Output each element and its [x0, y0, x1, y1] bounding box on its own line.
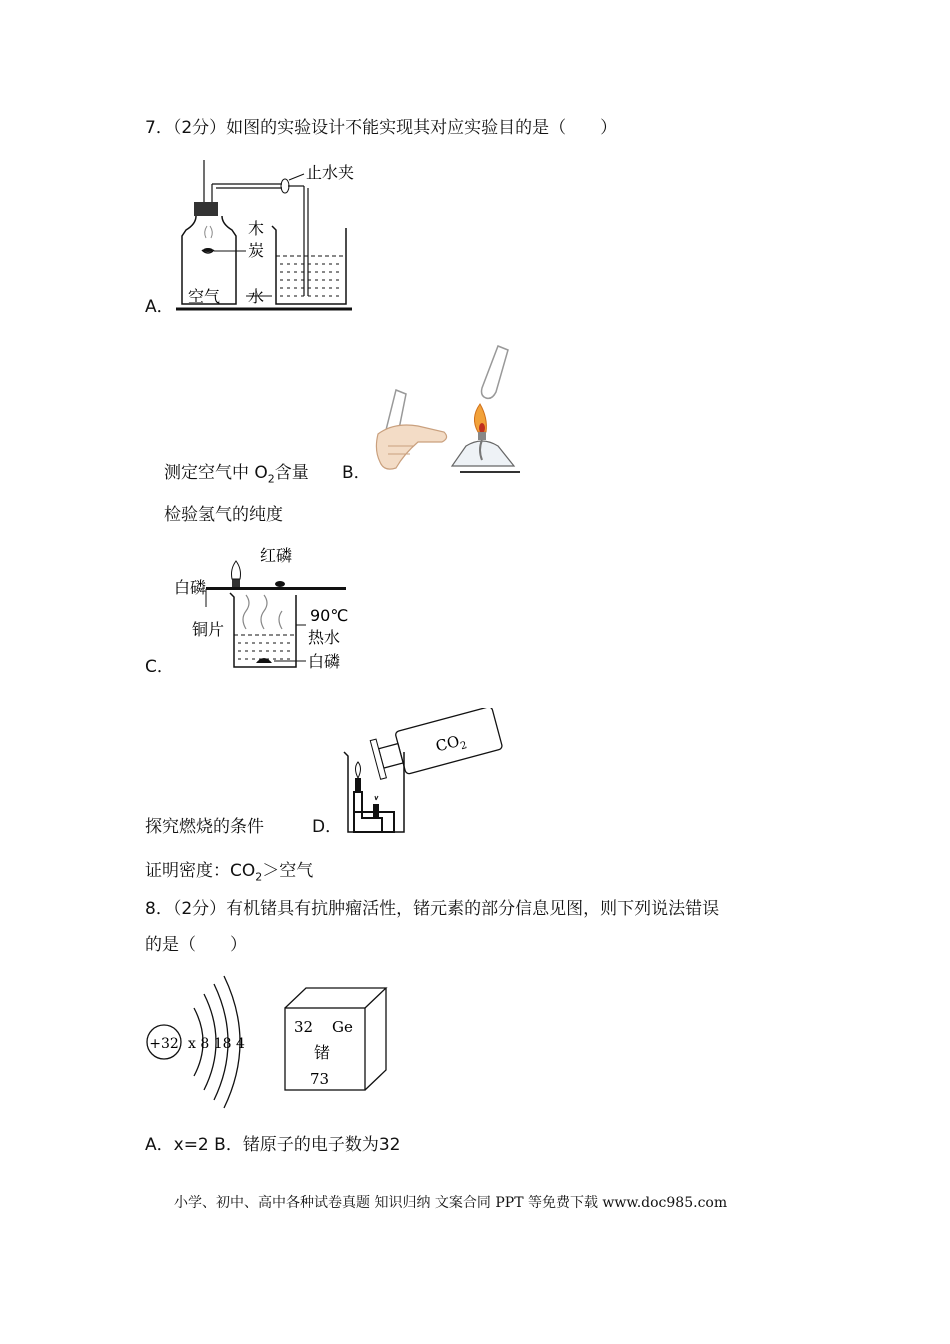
element-name: 锗	[314, 1043, 331, 1062]
element-atomic-mass: 73	[310, 1070, 330, 1088]
option-a-caption: 测定空气中 $O_2$含量	[164, 463, 309, 486]
label-temperature: 90℃	[310, 606, 349, 625]
question-8-options: A．x=2 B．锗原子的电子数为32	[145, 1135, 401, 1155]
label-charcoal-2: 炭	[248, 241, 265, 260]
question-8-stem-line-2: 的是（ ）	[145, 935, 247, 955]
option-d-caption: 证明密度：$CO_2>$空气	[145, 861, 314, 884]
label-water: 水	[248, 287, 265, 306]
label-copper-plate: 铜片	[192, 620, 225, 639]
option-a-letter: A．	[145, 297, 174, 317]
label-red-phosphorus: 红磷	[260, 546, 293, 565]
label-water-clamp: 止水夹	[306, 163, 355, 182]
question-8-stem-line-1: 8．（2分）有机锗具有抗肿瘤活性，锗元素的部分信息见图，则下列说法错误	[145, 899, 720, 919]
germanium-element-card-figure	[282, 986, 392, 1092]
atom-nucleus-charge: +32	[149, 1036, 179, 1052]
label-white-phosphorus-bottom: 白磷	[308, 652, 341, 671]
option-b-hydrogen-test-figure	[374, 342, 530, 480]
label-charcoal-1: 木	[248, 219, 265, 238]
option-c-letter: C．	[145, 657, 174, 677]
option-b-caption: 检验氢气的纯度	[164, 505, 283, 525]
label-air: 空气	[188, 287, 221, 306]
element-atomic-number: 32	[294, 1018, 314, 1036]
atom-shell-electrons: x 8 18 4	[188, 1036, 245, 1052]
germanium-atom-structure-figure	[142, 972, 254, 1114]
option-c-combustion-figure	[172, 543, 364, 675]
option-b-letter: B．	[342, 463, 371, 483]
option-c-caption: 探究燃烧的条件	[145, 817, 264, 837]
page-footer: 小学、初中、高中各种试卷真题 知识归纳 文案合同 PPT 等免费下载 www.doc985.com	[174, 1195, 728, 1211]
question-7-stem: 7．（2分）如图的实验设计不能实现其对应实验目的是（ ）	[145, 118, 618, 138]
bottle-label: $CO_2$	[433, 731, 469, 756]
option-d-letter: D．	[312, 817, 343, 837]
label-hot-water: 热水	[308, 628, 341, 647]
label-white-phosphorus-top: 白磷	[174, 578, 207, 597]
element-symbol: Ge	[332, 1018, 353, 1036]
option-d-co2-figure	[342, 708, 508, 836]
option-a-apparatus-figure	[170, 158, 360, 316]
